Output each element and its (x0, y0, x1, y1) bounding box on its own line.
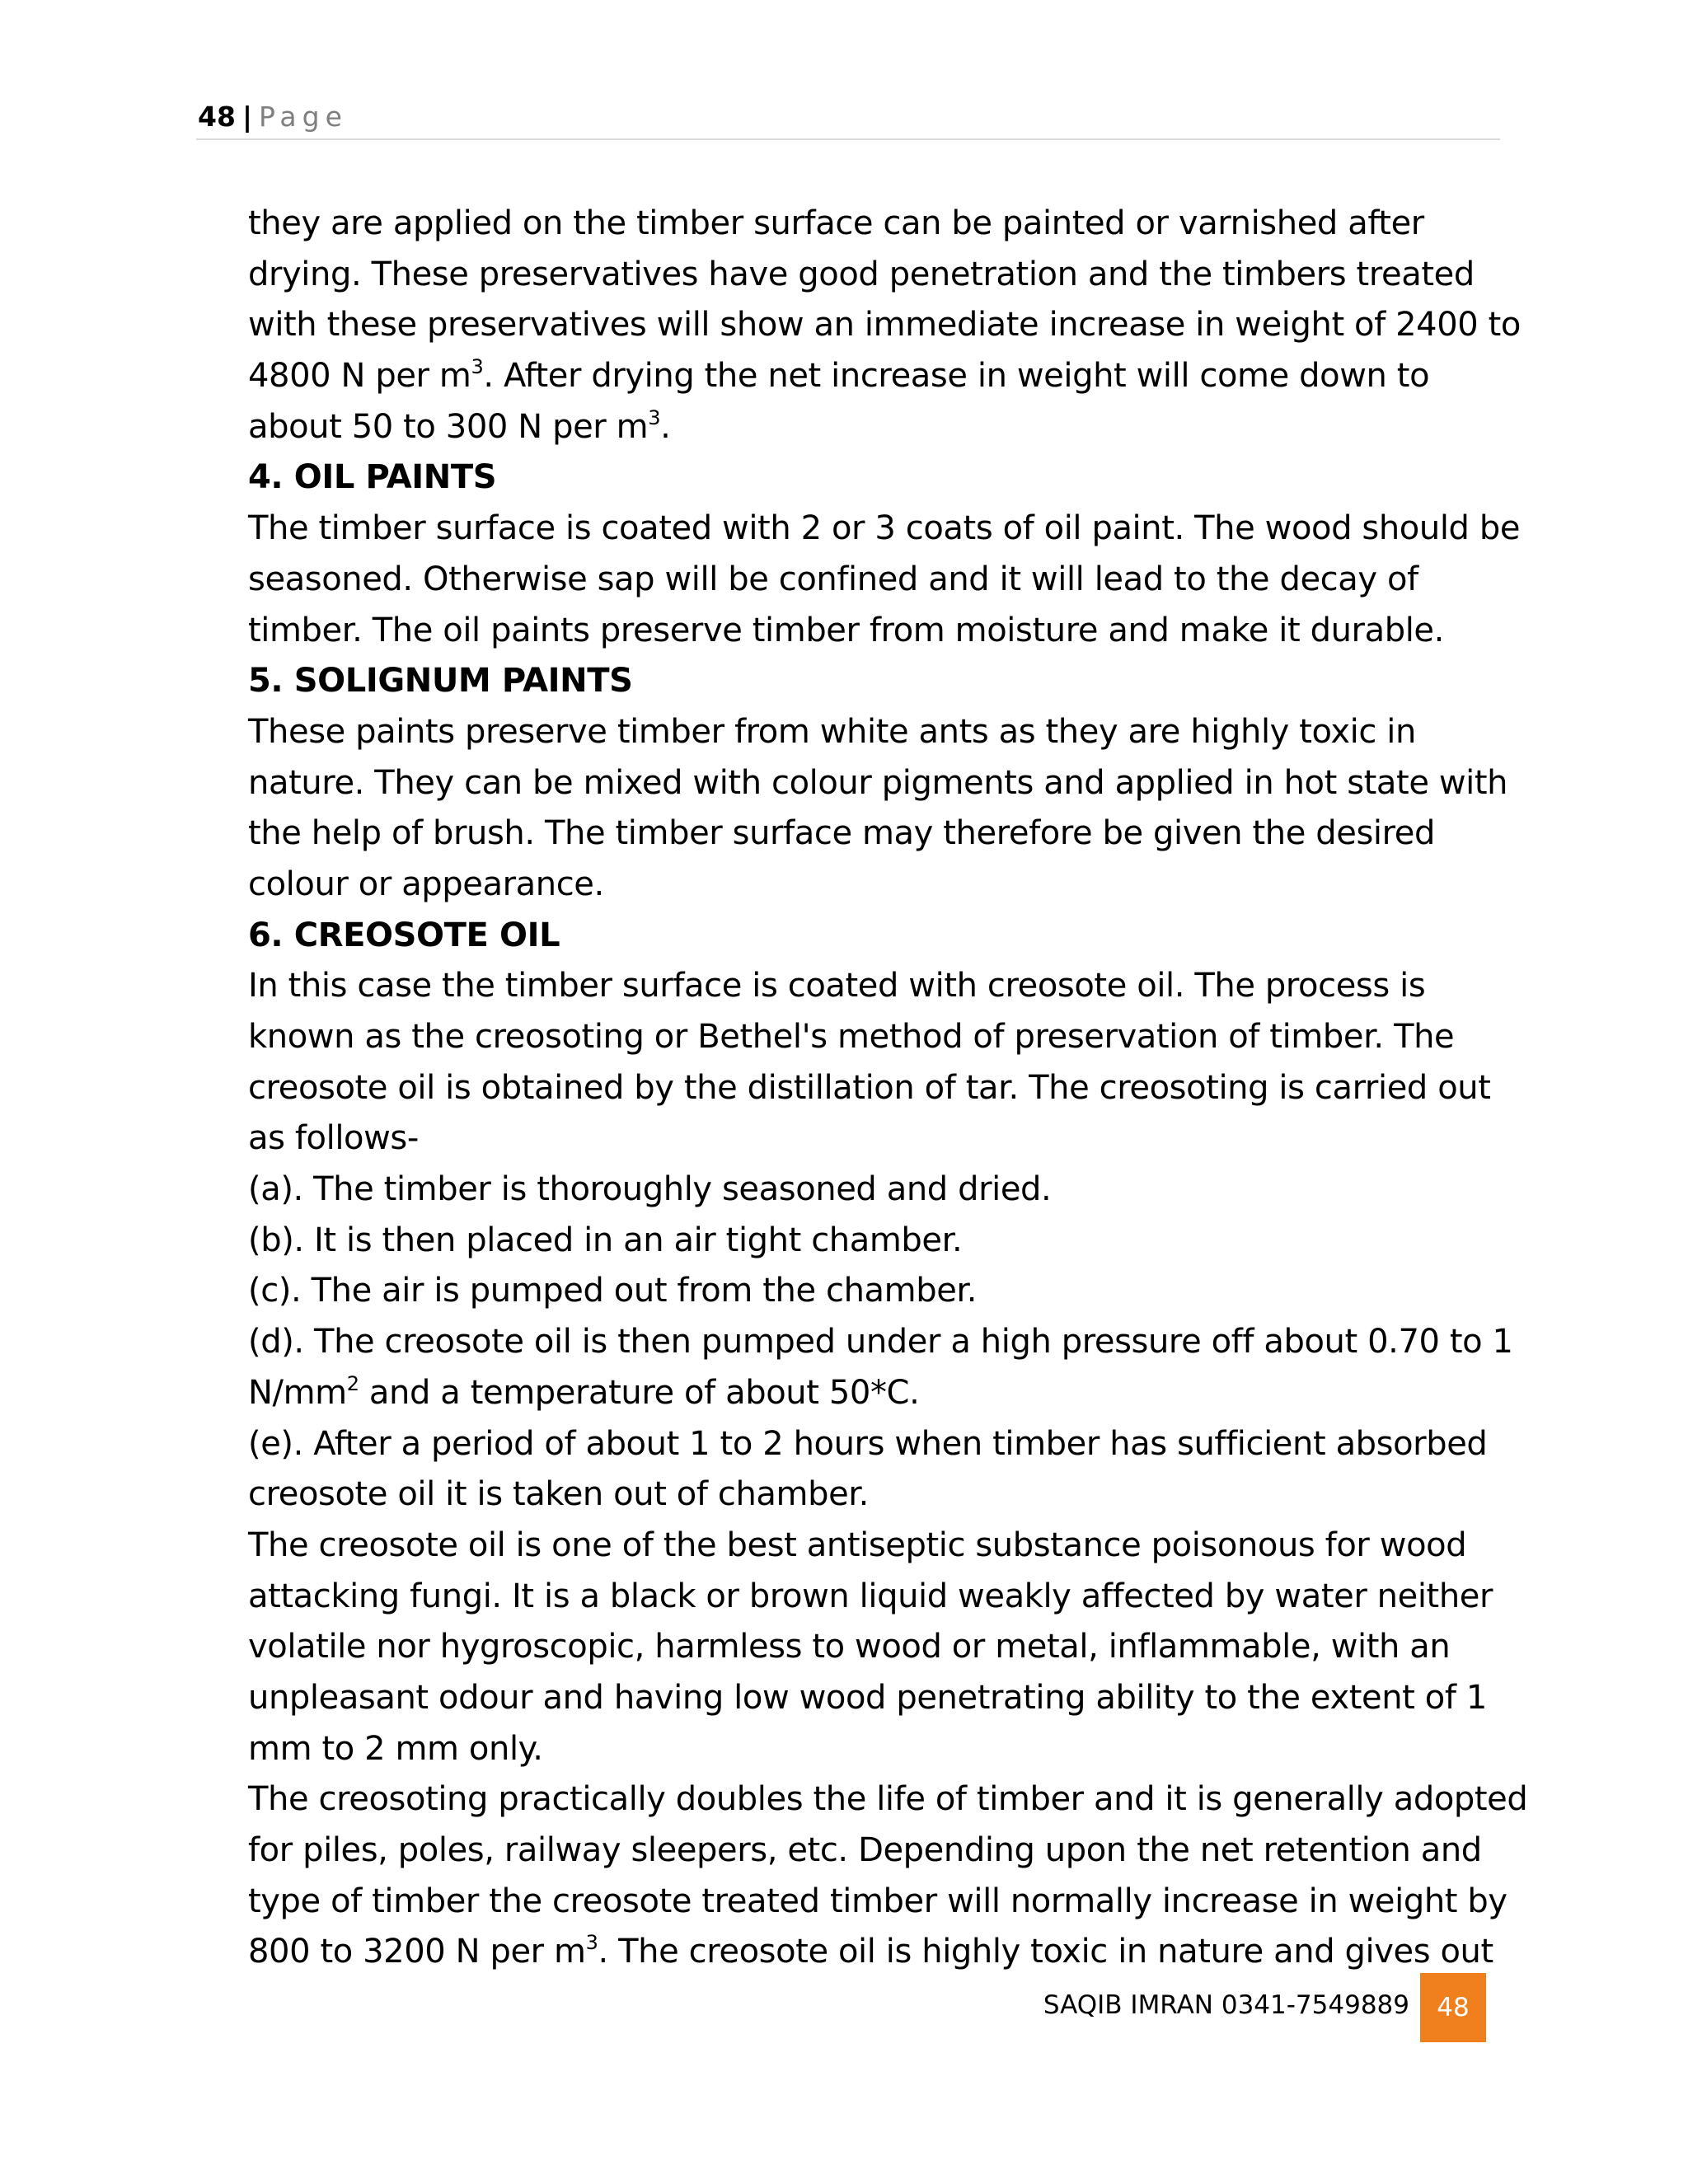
text-fragment: N/mm (248, 1373, 347, 1412)
footer-page-number: 48 (1420, 1973, 1486, 2042)
text-fragment: . The creosote oil is highly toxic in nature and gives out (598, 1933, 1493, 1971)
text-line (248, 1927, 1505, 1978)
text-line: creosote oil is obtained by the distillation of tar. The creosoting is carried out (248, 1068, 1491, 1107)
page-header (196, 97, 1500, 140)
text-line: for piles, poles, railway sleepers, etc. Depending upon the net retention and (248, 1831, 1482, 1869)
section-heading-creosote-oil: 6. CREOSOTE OIL (248, 916, 560, 954)
text-line: attacking fungi. It is a black or brown liquid weakly affected by water neither (248, 1577, 1493, 1615)
text-line: type of timber the creosote treated timber will normally increase in weight by (248, 1882, 1507, 1920)
text-line (248, 351, 1505, 402)
text-line: drying. These preservatives have good penetration and the timbers treated (248, 255, 1475, 293)
text-fragment: 800 to 3200 N per m (248, 1933, 586, 1971)
text-line: These paints preserve timber from white ants as they are highly toxic in (248, 712, 1416, 751)
text-line: as follows- (248, 1119, 419, 1158)
step-item-e: (e). After a period of about 1 to 2 hours when timber has sufficient absorbed (248, 1424, 1488, 1463)
text-line: the help of brush. The timber surface may therefore be given the desired (248, 814, 1435, 853)
step-item-d-cont (248, 1368, 1505, 1419)
superscript: 2 (346, 1371, 359, 1395)
text-line: The creosote oil is one of the best antiseptic substance poisonous for wood (248, 1526, 1467, 1564)
text-line: In this case the timber surface is coated with creosote oil. The process is (248, 967, 1426, 1005)
text-line: they are applied on the timber surface can be painted or varnished after (248, 204, 1424, 242)
text-line: colour or appearance. (248, 865, 604, 903)
step-item-d: (d). The creosote oil is then pumped under a high pressure off about 0.70 to 1 (248, 1323, 1513, 1361)
superscript: 3 (471, 355, 484, 379)
step-item-c: (c). The air is pumped out from the chamber. (248, 1272, 978, 1310)
text-fragment: . After drying the net increase in weight will come down to (483, 357, 1430, 396)
header-page-label (198, 101, 348, 134)
step-item-a: (a). The timber is thoroughly seasoned and dried. (248, 1170, 1052, 1209)
superscript: 3 (648, 405, 661, 429)
superscript: 3 (585, 1931, 598, 1955)
text-line: nature. They can be mixed with colour pigments and applied in hot state with (248, 763, 1508, 802)
header-separator: | (241, 101, 252, 133)
text-line: unpleasant odour and having low wood penetrating ability to the extent of 1 (248, 1678, 1487, 1717)
header-page-word: Page (259, 101, 348, 133)
text-line: The creosoting practically doubles the life of timber and it is generally adopted (248, 1780, 1528, 1819)
document-body (248, 199, 1528, 1978)
section-heading-solignum-paints: 5. SOLIGNUM PAINTS (248, 662, 633, 701)
header-page-number: 48 (198, 101, 236, 133)
text-line (248, 402, 1505, 453)
text-fragment: and a temperature of about 50*C. (359, 1373, 920, 1412)
section-heading-oil-paints: 4. OIL PAINTS (248, 458, 497, 497)
footer-author: SAQIB IMRAN 0341-7549889 (1043, 1990, 1409, 2020)
text-line: seasoned. Otherwise sap will be confined and it will lead to the decay of (248, 560, 1418, 598)
step-item-b: (b). It is then placed in an air tight chamber. (248, 1221, 963, 1259)
step-item-e-cont: creosote oil it is taken out of chamber. (248, 1475, 869, 1514)
text-fragment: . (660, 407, 671, 446)
text-line: mm to 2 mm only. (248, 1729, 543, 1768)
text-line: known as the creosoting or Bethel's method of preservation of timber. The (248, 1018, 1455, 1056)
text-line: with these preservatives will show an immediate increase in weight of 2400 to (248, 306, 1521, 344)
text-line: timber. The oil paints preserve timber from moisture and make it durable. (248, 611, 1444, 649)
text-fragment: about 50 to 300 N per m (248, 407, 649, 446)
text-fragment: 4800 N per m (248, 357, 471, 396)
text-line: The timber surface is coated with 2 or 3 coats of oil paint. The wood should be (248, 509, 1521, 548)
text-line: volatile nor hygroscopic, harmless to wood or metal, inflammable, with an (248, 1628, 1451, 1666)
